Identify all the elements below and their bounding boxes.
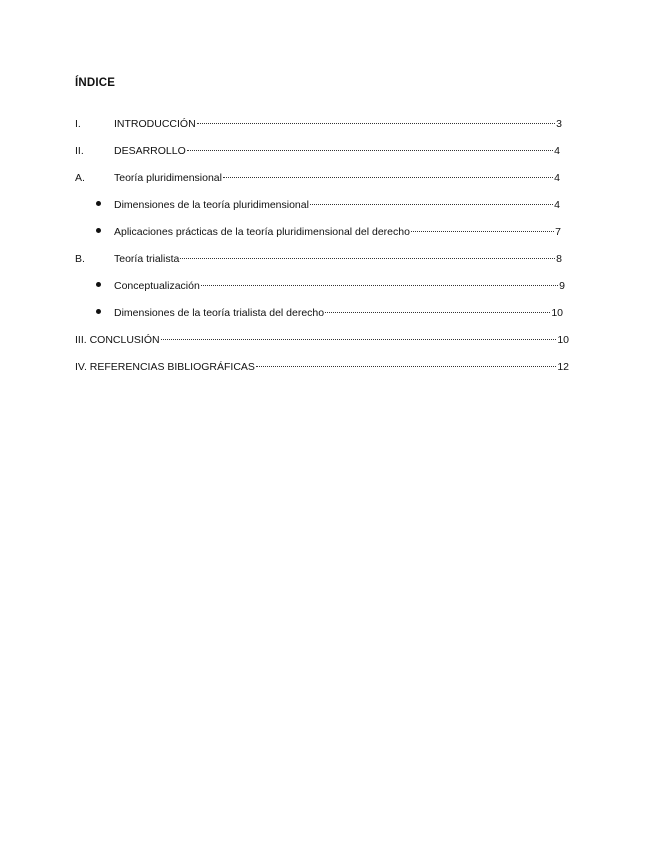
bullet-icon <box>96 309 101 314</box>
bullet-icon <box>96 228 101 233</box>
toc-title: ÍNDICE <box>75 77 116 89</box>
toc-dot-leader <box>411 221 554 235</box>
toc-dot-leader <box>197 113 555 127</box>
toc-entry-label: III. CONCLUSIÓN <box>75 334 160 346</box>
toc-dot-leader <box>256 356 556 370</box>
toc-entry-conclusion[interactable] <box>75 329 569 346</box>
toc-entry-aplicaciones-practicas[interactable] <box>96 221 561 238</box>
toc-entry-label: Aplicaciones prácticas de la teoría pluridimensional del derecho <box>114 226 410 238</box>
toc-entry-teoria-trialista[interactable] <box>75 248 562 265</box>
toc-entry-desarrollo[interactable] <box>75 140 560 157</box>
toc-entry-page: 4 <box>554 145 560 157</box>
toc-entry-number <box>96 225 114 239</box>
toc-entry-page: 9 <box>559 280 565 292</box>
toc-entry-number <box>96 279 114 293</box>
toc-dot-leader <box>180 248 555 262</box>
toc-entry-page: 10 <box>557 334 569 346</box>
toc-entry-label: Teoría trialista <box>114 253 180 265</box>
toc-entry-page: 3 <box>556 118 562 130</box>
toc-entry-page: 4 <box>554 172 560 184</box>
toc-entry-page: 4 <box>554 199 560 211</box>
toc-dot-leader <box>187 140 553 154</box>
toc-entry-page: 10 <box>551 307 563 319</box>
bullet-icon <box>96 282 101 287</box>
toc-entry-introduccion[interactable] <box>75 113 562 130</box>
toc-entry-label: IV. REFERENCIAS BIBLIOGRÁFICAS <box>75 361 255 373</box>
toc-dot-leader <box>161 329 557 343</box>
toc-entry-referencias[interactable] <box>75 356 569 373</box>
toc-entry-number <box>96 198 114 212</box>
toc-entry-label: Dimensiones de la teoría trialista del derecho <box>114 307 325 319</box>
toc-dot-leader <box>223 167 553 181</box>
toc-entry-number: B. <box>75 253 85 265</box>
toc-entry-label: Dimensiones de la teoría pluridimensional <box>114 199 309 211</box>
toc-entry-dimensiones-trialista[interactable] <box>96 302 563 319</box>
bullet-icon <box>96 201 101 206</box>
toc-dot-leader <box>310 194 553 208</box>
toc-entry-page: 7 <box>555 226 561 238</box>
toc-entry-label: INTRODUCCIÓN <box>114 118 196 130</box>
toc-dot-leader <box>325 302 550 316</box>
toc-entry-number: I. <box>75 118 81 130</box>
toc-entry-number: II. <box>75 145 84 157</box>
toc-entry-label: DESARROLLO <box>114 145 186 157</box>
toc-entry-label: Conceptualización <box>114 280 200 292</box>
toc-entry-dimensiones-pluridimensional[interactable] <box>96 194 560 211</box>
toc-entry-number <box>96 306 114 320</box>
toc-entry-page: 12 <box>557 361 569 373</box>
toc-dot-leader <box>201 275 558 289</box>
toc-entry-page: 8 <box>556 253 562 265</box>
toc-entry-label: Teoría pluridimensional <box>114 172 222 184</box>
toc-entry-conceptualizacion[interactable] <box>96 275 565 292</box>
toc-entry-teoria-pluridimensional[interactable] <box>75 167 560 184</box>
toc-entry-number: A. <box>75 172 85 184</box>
